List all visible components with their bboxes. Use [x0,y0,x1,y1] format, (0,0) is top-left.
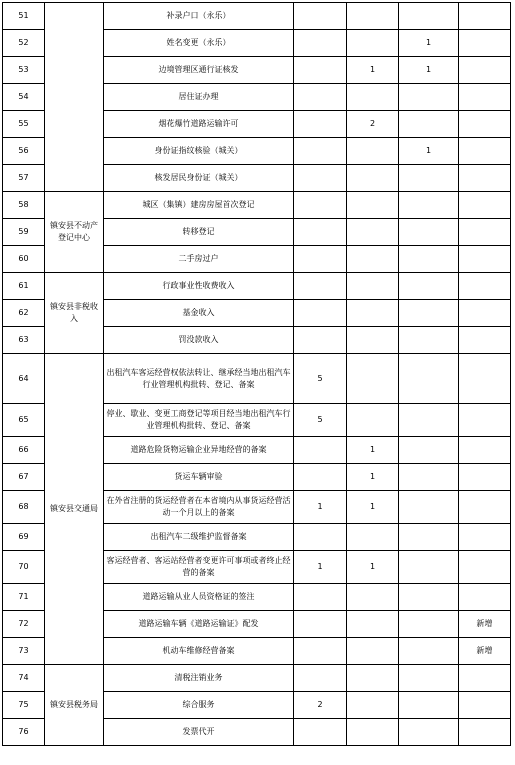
note-cell [459,246,511,273]
service-item: 道路运输从业人员资格证的签注 [104,584,294,611]
count-cell-1 [294,111,347,138]
count-cell-1 [294,464,347,491]
note-cell [459,692,511,719]
count-cell-2 [347,404,399,437]
count-cell-3 [399,165,459,192]
row-number: 52 [3,30,45,57]
count-cell-1 [294,192,347,219]
count-cell-1: 1 [294,491,347,524]
count-cell-3 [399,464,459,491]
note-cell [459,111,511,138]
count-cell-3 [399,84,459,111]
table-row [3,354,511,404]
count-cell-1 [294,84,347,111]
service-item: 机动车维修经营备案 [104,638,294,665]
service-item: 转移登记 [104,219,294,246]
row-number: 65 [3,404,45,437]
note-cell [459,219,511,246]
row-number: 67 [3,464,45,491]
note-cell [459,464,511,491]
count-cell-1 [294,165,347,192]
note-cell [459,665,511,692]
count-cell-2 [347,300,399,327]
count-cell-1 [294,437,347,464]
service-item: 货运车辆审验 [104,464,294,491]
count-cell-1 [294,327,347,354]
row-number: 72 [3,611,45,638]
service-item: 核发居民身份证（城关） [104,165,294,192]
service-item: 居住证办理 [104,84,294,111]
service-item: 综合服务 [104,692,294,719]
count-cell-1 [294,611,347,638]
row-number: 69 [3,524,45,551]
service-item: 姓名变更（永乐） [104,30,294,57]
note-cell [459,192,511,219]
note-cell [459,138,511,165]
count-cell-2: 1 [347,491,399,524]
count-cell-2 [347,719,399,746]
row-number: 57 [3,165,45,192]
row-number: 63 [3,327,45,354]
service-item: 城区（集镇）建房房屋首次登记 [104,192,294,219]
count-cell-3 [399,491,459,524]
note-cell [459,584,511,611]
note-cell [459,300,511,327]
count-cell-3: 1 [399,138,459,165]
count-cell-3 [399,404,459,437]
table-row [3,273,511,300]
table-body [3,3,511,746]
note-cell [459,165,511,192]
service-item: 停业、歇业、变更工商登记等项目经当地出租汽车行业管理机构批转、登记、备案 [104,404,294,437]
count-cell-1 [294,524,347,551]
count-cell-2 [347,584,399,611]
count-cell-3: 1 [399,57,459,84]
count-cell-1 [294,30,347,57]
row-number: 70 [3,551,45,584]
count-cell-2 [347,138,399,165]
count-cell-1 [294,638,347,665]
service-item: 发票代开 [104,719,294,746]
note-cell [459,354,511,404]
note-cell [459,30,511,57]
count-cell-2 [347,665,399,692]
count-cell-3 [399,300,459,327]
count-cell-1 [294,57,347,84]
count-cell-1 [294,719,347,746]
count-cell-3 [399,3,459,30]
count-cell-1 [294,219,347,246]
row-number: 60 [3,246,45,273]
row-number: 76 [3,719,45,746]
row-number: 54 [3,84,45,111]
note-cell [459,84,511,111]
service-item: 出租汽车二级维护监督备案 [104,524,294,551]
service-item: 出租汽车客运经营权依法转让、继承经当地出租汽车行业管理机构批转、登记、备案 [104,354,294,404]
count-cell-2 [347,327,399,354]
count-cell-3 [399,246,459,273]
count-cell-1 [294,300,347,327]
count-cell-2 [347,246,399,273]
count-cell-2: 1 [347,464,399,491]
count-cell-3 [399,354,459,404]
row-number: 56 [3,138,45,165]
count-cell-3 [399,638,459,665]
count-cell-1 [294,3,347,30]
count-cell-1: 5 [294,354,347,404]
count-cell-1 [294,138,347,165]
count-cell-3 [399,719,459,746]
service-item: 清税注销业务 [104,665,294,692]
count-cell-1: 5 [294,404,347,437]
note-cell [459,3,511,30]
service-item: 身份证指纹核验（城关） [104,138,294,165]
row-number: 71 [3,584,45,611]
count-cell-2 [347,611,399,638]
count-cell-2 [347,354,399,404]
count-cell-3 [399,273,459,300]
count-cell-3 [399,111,459,138]
count-cell-1: 2 [294,692,347,719]
department-cell: 镇安县不动产登记中心 [45,192,104,273]
department-cell: 镇安县非税收入 [45,273,104,354]
count-cell-3 [399,665,459,692]
count-cell-2 [347,219,399,246]
count-cell-2: 1 [347,57,399,84]
service-item: 罚没款收入 [104,327,294,354]
service-item: 边境管理区通行证核发 [104,57,294,84]
note-cell [459,437,511,464]
row-number: 53 [3,57,45,84]
count-cell-3 [399,584,459,611]
service-item: 道路危险货物运输企业异地经营的备案 [104,437,294,464]
count-cell-1 [294,246,347,273]
service-item: 二手房过户 [104,246,294,273]
count-cell-2 [347,273,399,300]
note-cell [459,57,511,84]
service-item: 道路运输车辆《道路运输证》配发 [104,611,294,638]
note-cell [459,551,511,584]
count-cell-2: 1 [347,437,399,464]
count-cell-1 [294,584,347,611]
count-cell-2 [347,692,399,719]
row-number: 61 [3,273,45,300]
note-cell [459,491,511,524]
row-number: 66 [3,437,45,464]
note-cell: 新增 [459,611,511,638]
count-cell-2 [347,84,399,111]
row-number: 51 [3,3,45,30]
count-cell-3 [399,192,459,219]
count-cell-3 [399,219,459,246]
service-item: 客运经营者、客运站经营者变更许可事项或者终止经营的备案 [104,551,294,584]
count-cell-2 [347,165,399,192]
table-row [3,192,511,219]
note-cell [459,327,511,354]
count-cell-3 [399,327,459,354]
count-cell-2: 2 [347,111,399,138]
count-cell-2: 1 [347,551,399,584]
note-cell [459,273,511,300]
row-number: 68 [3,491,45,524]
service-item: 在外省注册的货运经营者在本省境内从事货运经营活动一个月以上的备案 [104,491,294,524]
count-cell-2 [347,30,399,57]
count-cell-3 [399,611,459,638]
department-cell [45,3,104,192]
row-number: 75 [3,692,45,719]
row-number: 74 [3,665,45,692]
row-number: 64 [3,354,45,404]
count-cell-1 [294,665,347,692]
count-cell-2 [347,192,399,219]
count-cell-1 [294,273,347,300]
note-cell [459,404,511,437]
count-cell-3 [399,551,459,584]
department-cell: 镇安县税务局 [45,665,104,746]
service-item: 基金收入 [104,300,294,327]
row-number: 62 [3,300,45,327]
note-cell [459,719,511,746]
count-cell-1: 1 [294,551,347,584]
service-item: 行政事业性收费收入 [104,273,294,300]
count-cell-2 [347,638,399,665]
count-cell-2 [347,524,399,551]
count-cell-3 [399,692,459,719]
service-item: 补录户口（永乐） [104,3,294,30]
service-item: 烟花爆竹道路运输许可 [104,111,294,138]
note-cell: 新增 [459,638,511,665]
table-row [3,665,511,692]
department-cell: 镇安县交通局 [45,354,104,665]
row-number: 59 [3,219,45,246]
count-cell-3 [399,524,459,551]
table-row [3,3,511,30]
row-number: 55 [3,111,45,138]
note-cell [459,524,511,551]
count-cell-3: 1 [399,30,459,57]
count-cell-3 [399,437,459,464]
row-number: 73 [3,638,45,665]
row-number: 58 [3,192,45,219]
count-cell-2 [347,3,399,30]
services-table [2,2,511,746]
